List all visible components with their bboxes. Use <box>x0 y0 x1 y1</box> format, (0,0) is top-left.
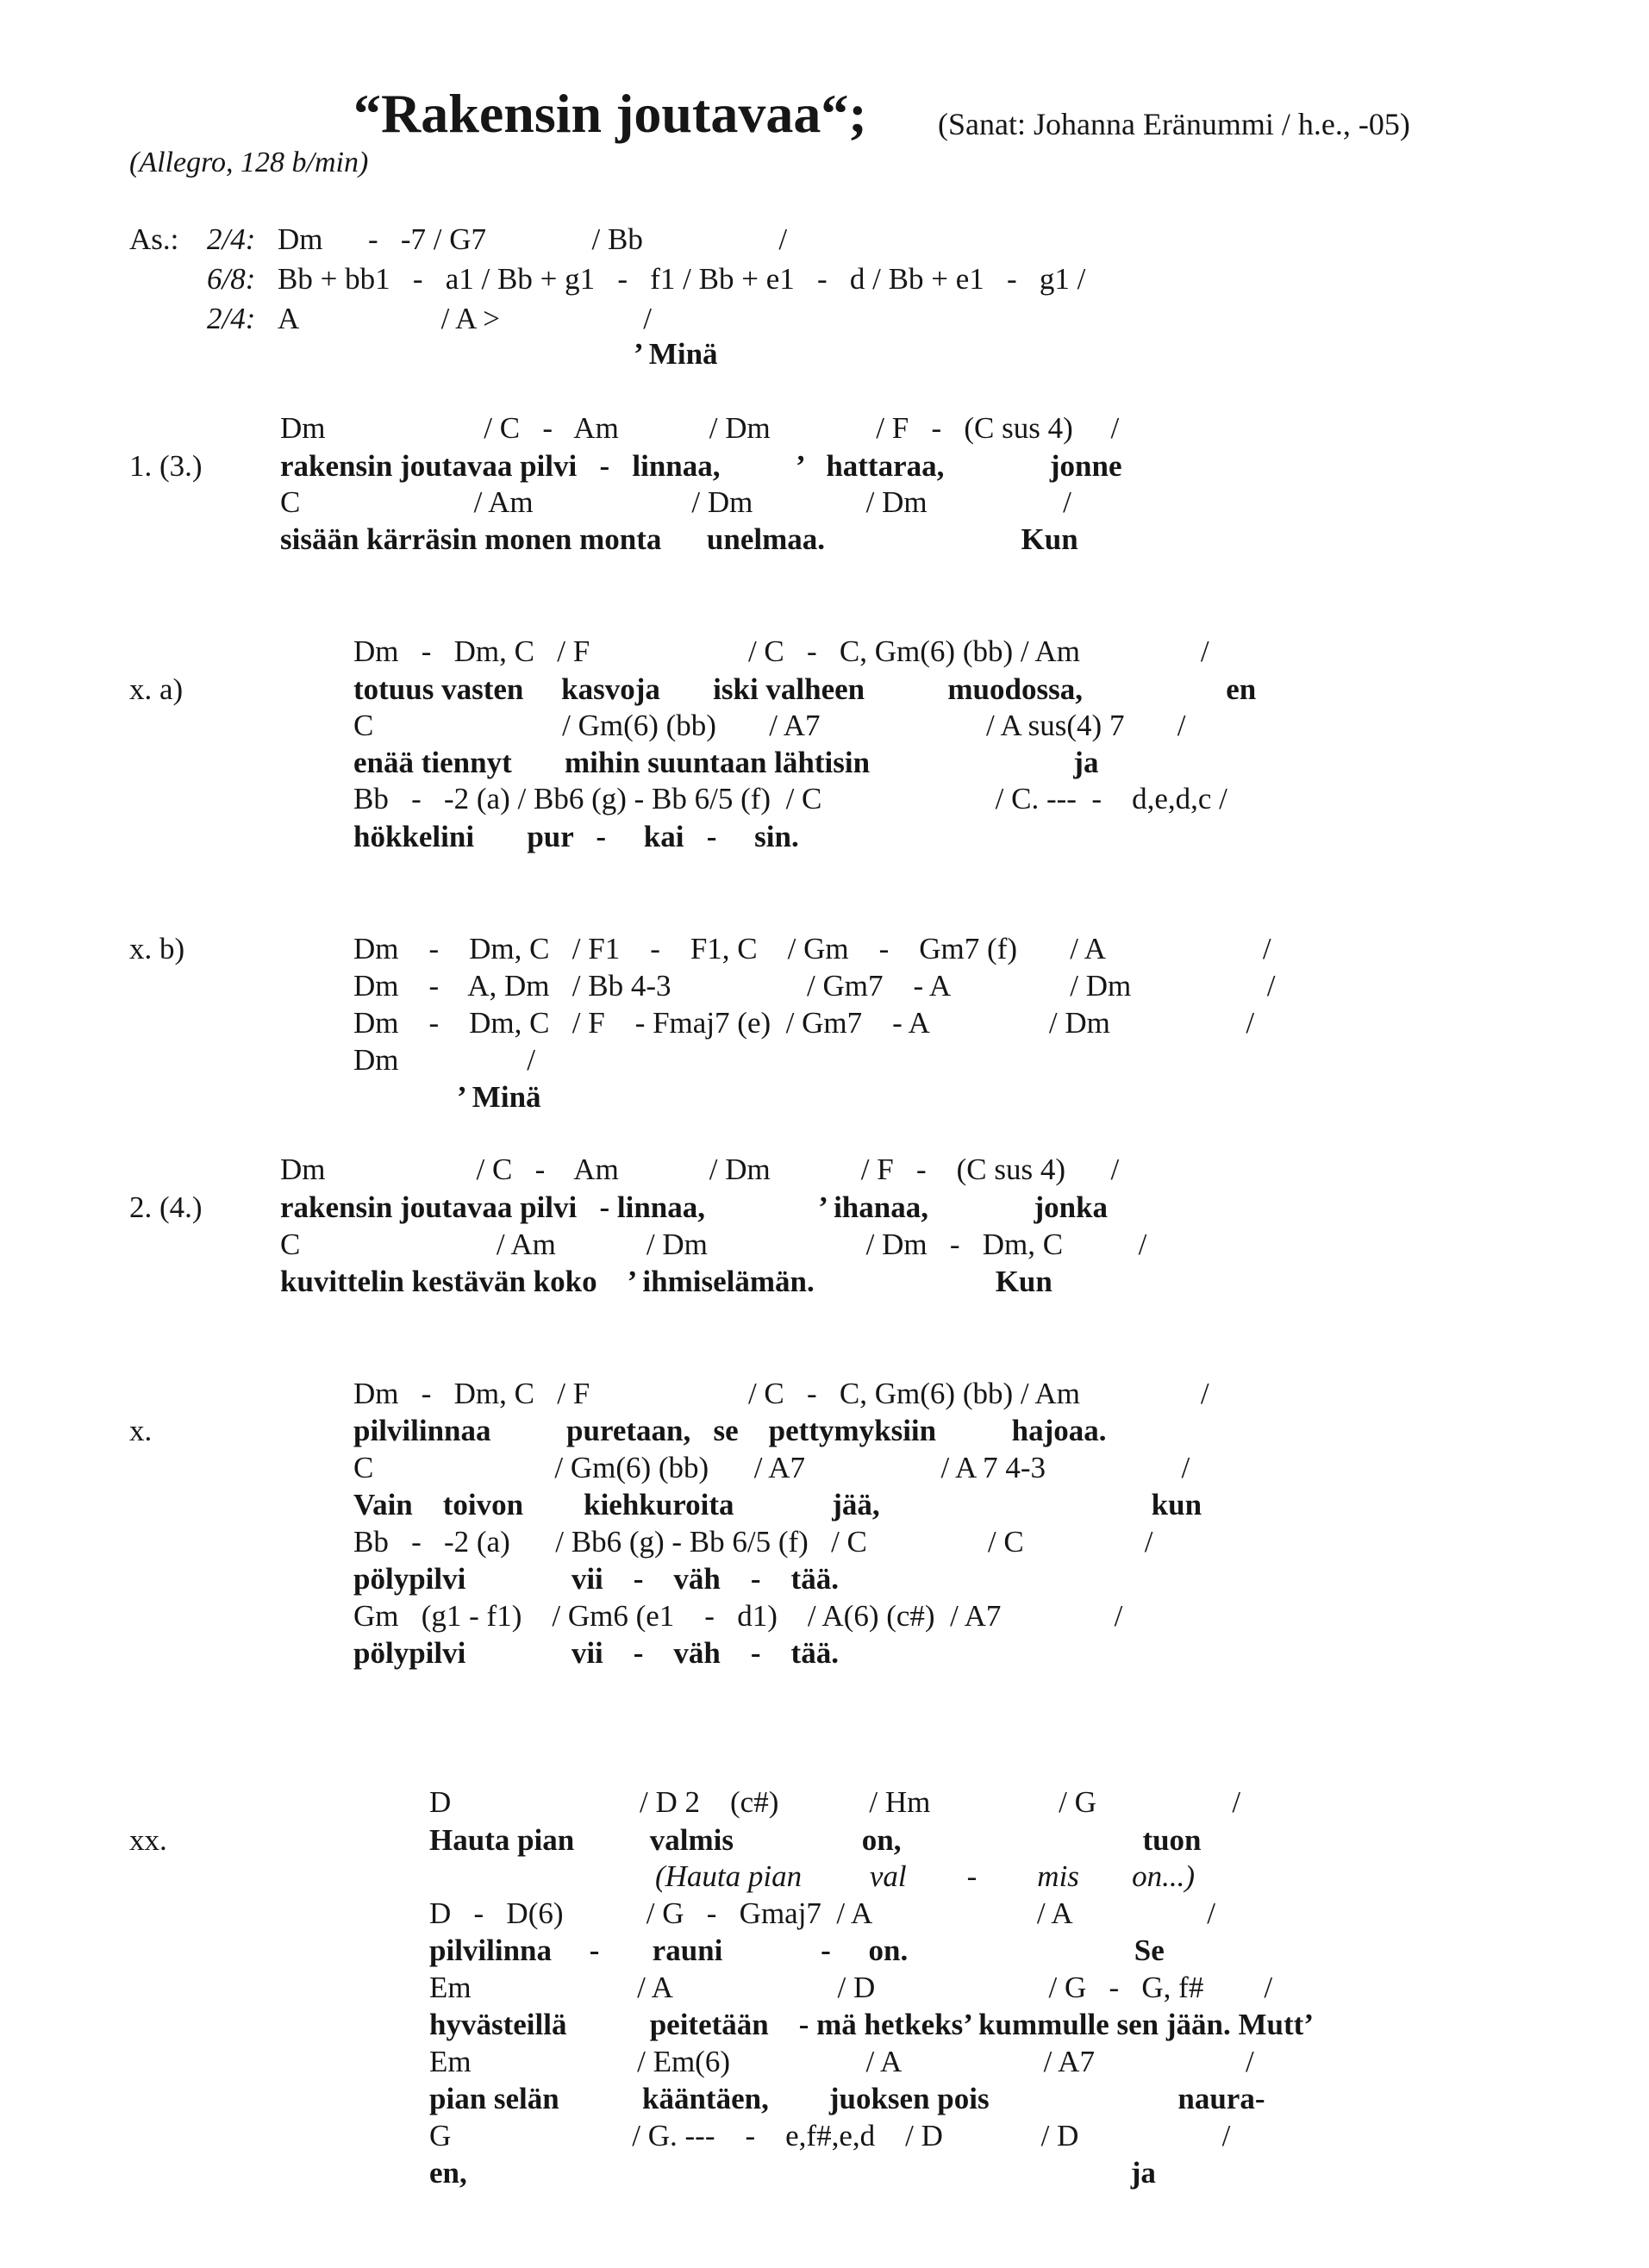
lyric-line: sisään kärräsin monen monta unelmaa. Kun <box>280 522 1078 556</box>
meter-2-4b: 2/4: <box>207 302 256 335</box>
chorus-label: x. b) <box>129 932 185 965</box>
chord-line: Dm - -7 / G7 / Bb / <box>278 222 788 256</box>
verse-label: 1. (3.) <box>129 449 203 483</box>
lyric-line: enää tiennyt mihin suuntaan lähtisin ja <box>353 746 1099 779</box>
chord-line: Dm / <box>353 1043 535 1077</box>
chord-line: Bb - -2 (a) / Bb6 (g) - Bb 6/5 (f) / C / C / <box>353 1525 1153 1559</box>
pickup-lyric: ’ Minä <box>457 1080 541 1114</box>
lyric-line: kuvittelin kestävän koko ’ ihmiselämän. Kun <box>280 1265 1052 1298</box>
chord-line: C / Gm(6) (bb) / A7 / A 7 4-3 / <box>353 1451 1190 1484</box>
chord-line: Dm / C - Am / Dm / F - (C sus 4) / <box>280 1153 1120 1186</box>
alt-lyric-line: (Hauta pian val - mis on...) <box>655 1859 1196 1893</box>
chord-line: C / Gm(6) (bb) / A7 / A sus(4) 7 / <box>353 709 1186 742</box>
lyric-line: pilvilinna - rauni - on. Se <box>429 1934 1165 1967</box>
chord-line: Dm - A, Dm / Bb 4-3 / Gm7 - A / Dm / <box>353 969 1276 1003</box>
lyric-line: totuus vasten kasvoja iski valheen muodossa, en <box>353 672 1257 706</box>
meter-6-8: 6/8: <box>207 262 256 296</box>
chord-line: D / D 2 (c#) / Hm / G / <box>429 1785 1241 1819</box>
lyric-line: pilvilinnaa puretaan, se pettymyksiin hajoaa. <box>353 1414 1107 1447</box>
chord-line: Dm - Dm, C / F / C - C, Gm(6) (bb) / Am / <box>353 1377 1209 1410</box>
lyric-line: rakensin joutavaa pilvi - linnaa, ’ hattaraa, jonne <box>280 449 1122 483</box>
chord-line: Dm / C - Am / Dm / F - (C sus 4) / <box>280 411 1120 445</box>
lyric-line: pölypilvi vii - väh - tää. <box>353 1636 839 1670</box>
chorus-label: x. a) <box>129 672 184 706</box>
chord-line: D - D(6) / G - Gmaj7 / A / A / <box>429 1896 1215 1930</box>
chord-line: Dm - Dm, C / F - Fmaj7 (e) / Gm7 - A / Dm / <box>353 1006 1255 1040</box>
chord-line: Dm - Dm, C / F / C - C, Gm(6) (bb) / Am / <box>353 634 1209 668</box>
lyric-line: Vain toivon kiehkuroita jää, kun <box>353 1488 1202 1521</box>
lyric-line: rakensin joutavaa pilvi - linnaa, ’ ihanaa, jonka <box>280 1190 1109 1224</box>
verse-label: 2. (4.) <box>129 1190 203 1224</box>
lyric-line: hyvästeillä peitetään - mä hetkeks’ kummulle sen jään. Mutt’ <box>429 2008 1314 2041</box>
chord-line: C / Am / Dm / Dm / <box>280 485 1071 519</box>
lyric-line: hökkelini pur - kai - sin. <box>353 820 799 853</box>
chord-line: Em / Em(6) / A / A7 / <box>429 2045 1254 2078</box>
credits: (Sanat: Johanna Eränummi / h.e., -05) <box>938 107 1410 141</box>
lyric-line: en, ja <box>429 2156 1156 2190</box>
intro-meter <box>207 303 255 334</box>
tempo-marking: (Allegro, 128 b/min) <box>129 147 369 178</box>
meter-2-4: 2/4: <box>207 222 256 256</box>
intro-label: As.: <box>129 222 179 256</box>
chord-line: G / G. --- - e,f#,e,d / D / D / <box>429 2119 1231 2152</box>
lyric-line: Hauta pian valmis on, tuon <box>429 1823 1202 1857</box>
chord-line: Bb - -2 (a) / Bb6 (g) - Bb 6/5 (f) / C / C. --- - d,e,d,c / <box>353 782 1227 815</box>
chorus-label: x. <box>129 1414 153 1447</box>
chord-line: C / Am / Dm / Dm - Dm, C / <box>280 1228 1147 1261</box>
intro-meter <box>207 224 255 254</box>
chord-line: Dm - Dm, C / F1 - F1, C / Gm - Gm7 (f) / A / <box>353 932 1271 965</box>
pickup-lyric: ’ Minä <box>634 337 718 371</box>
song-title: “Rakensin joutavaa“; <box>353 83 867 144</box>
chord-line: Bb + bb1 - a1 / Bb + g1 - f1 / Bb + e1 - d / Bb + e1 - g1 / <box>278 262 1086 296</box>
lyric-line: pölypilvi vii - väh - tää. <box>353 1562 839 1596</box>
lyric-line: pian selän kääntäen, juoksen pois naura- <box>429 2082 1265 2115</box>
chord-line: A / A > / <box>278 302 652 335</box>
intro-meter <box>207 264 255 294</box>
chord-line: Gm (g1 - f1) / Gm6 (e1 - d1) / A(6) (c#) / A7 / <box>353 1599 1123 1633</box>
outro-label: xx. <box>129 1823 167 1857</box>
chord-line: Em / A / D / G - G, f# / <box>429 1971 1273 2004</box>
